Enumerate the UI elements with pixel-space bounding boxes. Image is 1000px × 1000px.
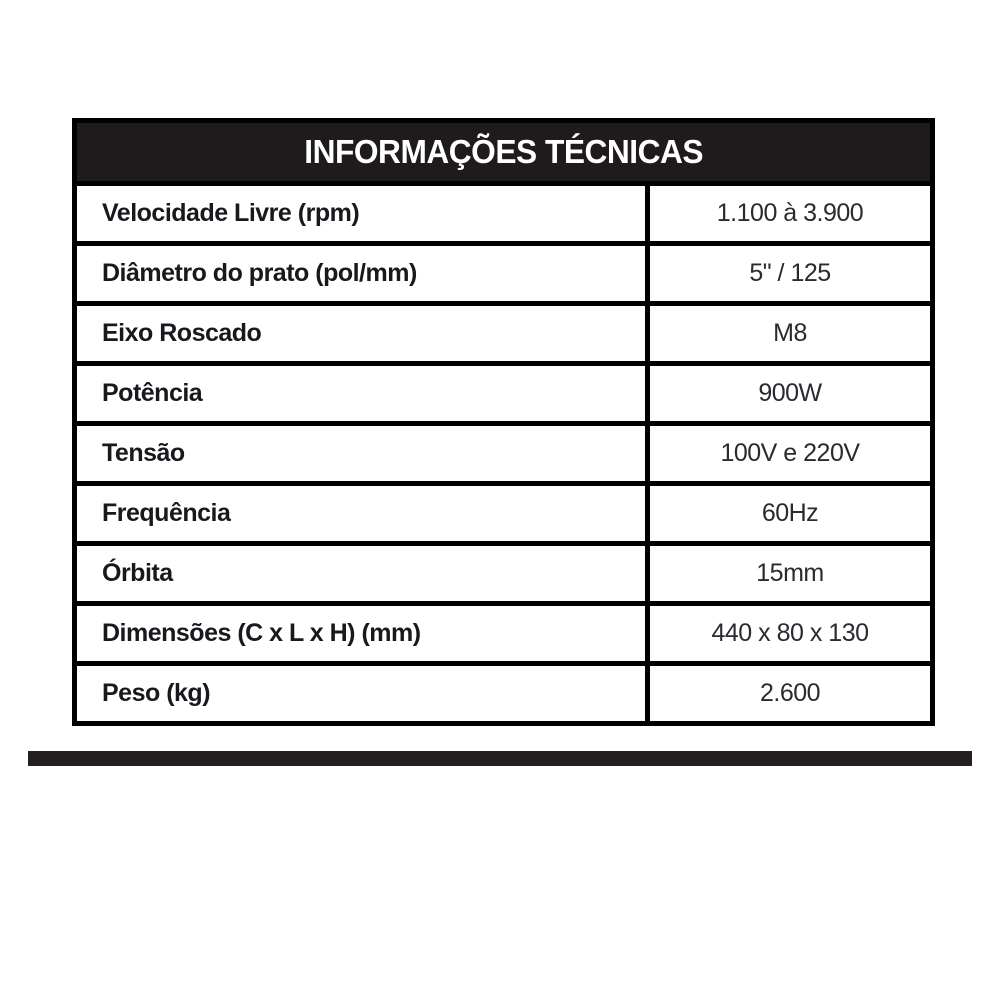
table-row <box>77 181 930 241</box>
spec-row-label: Eixo Roscado <box>77 306 650 361</box>
spec-row-value: 1.100 à 3.900 <box>716 199 864 227</box>
table-header <box>77 123 930 181</box>
spec-row-value: 100V e 220V <box>720 439 860 467</box>
spec-row-value: 440 x 80 x 130 <box>711 619 869 647</box>
table-row <box>77 481 930 541</box>
table-title: INFORMAÇÕES TÉCNICAS <box>304 133 703 170</box>
spec-row-value: 2.600 <box>759 679 821 707</box>
spec-row-label: Frequência <box>77 486 650 541</box>
table-row <box>77 541 930 601</box>
technical-info-table <box>72 118 935 726</box>
table-row <box>77 661 930 721</box>
spec-row-value: 15mm <box>756 559 824 587</box>
spec-row-label: Potência <box>77 366 650 421</box>
table-row <box>77 601 930 661</box>
spec-row-value: 5" / 125 <box>749 259 831 287</box>
spec-row-value: M8 <box>773 319 807 347</box>
spec-row-value: 900W <box>758 379 822 407</box>
spec-row-label: Tensão <box>77 426 650 481</box>
table-row <box>77 361 930 421</box>
table-row <box>77 301 930 361</box>
spec-row-label: Dimensões (C x L x H) (mm) <box>77 606 650 661</box>
bottom-divider-bar <box>28 751 972 766</box>
table-row <box>77 241 930 301</box>
spec-row-label: Diâmetro do prato (pol/mm) <box>77 246 650 301</box>
spec-table-body <box>77 181 930 721</box>
spec-row-value: 60Hz <box>761 499 819 527</box>
table-row <box>77 421 930 481</box>
spec-row-label: Peso (kg) <box>77 666 650 721</box>
spec-row-label: Velocidade Livre (rpm) <box>77 186 650 241</box>
spec-row-label: Órbita <box>77 546 650 601</box>
